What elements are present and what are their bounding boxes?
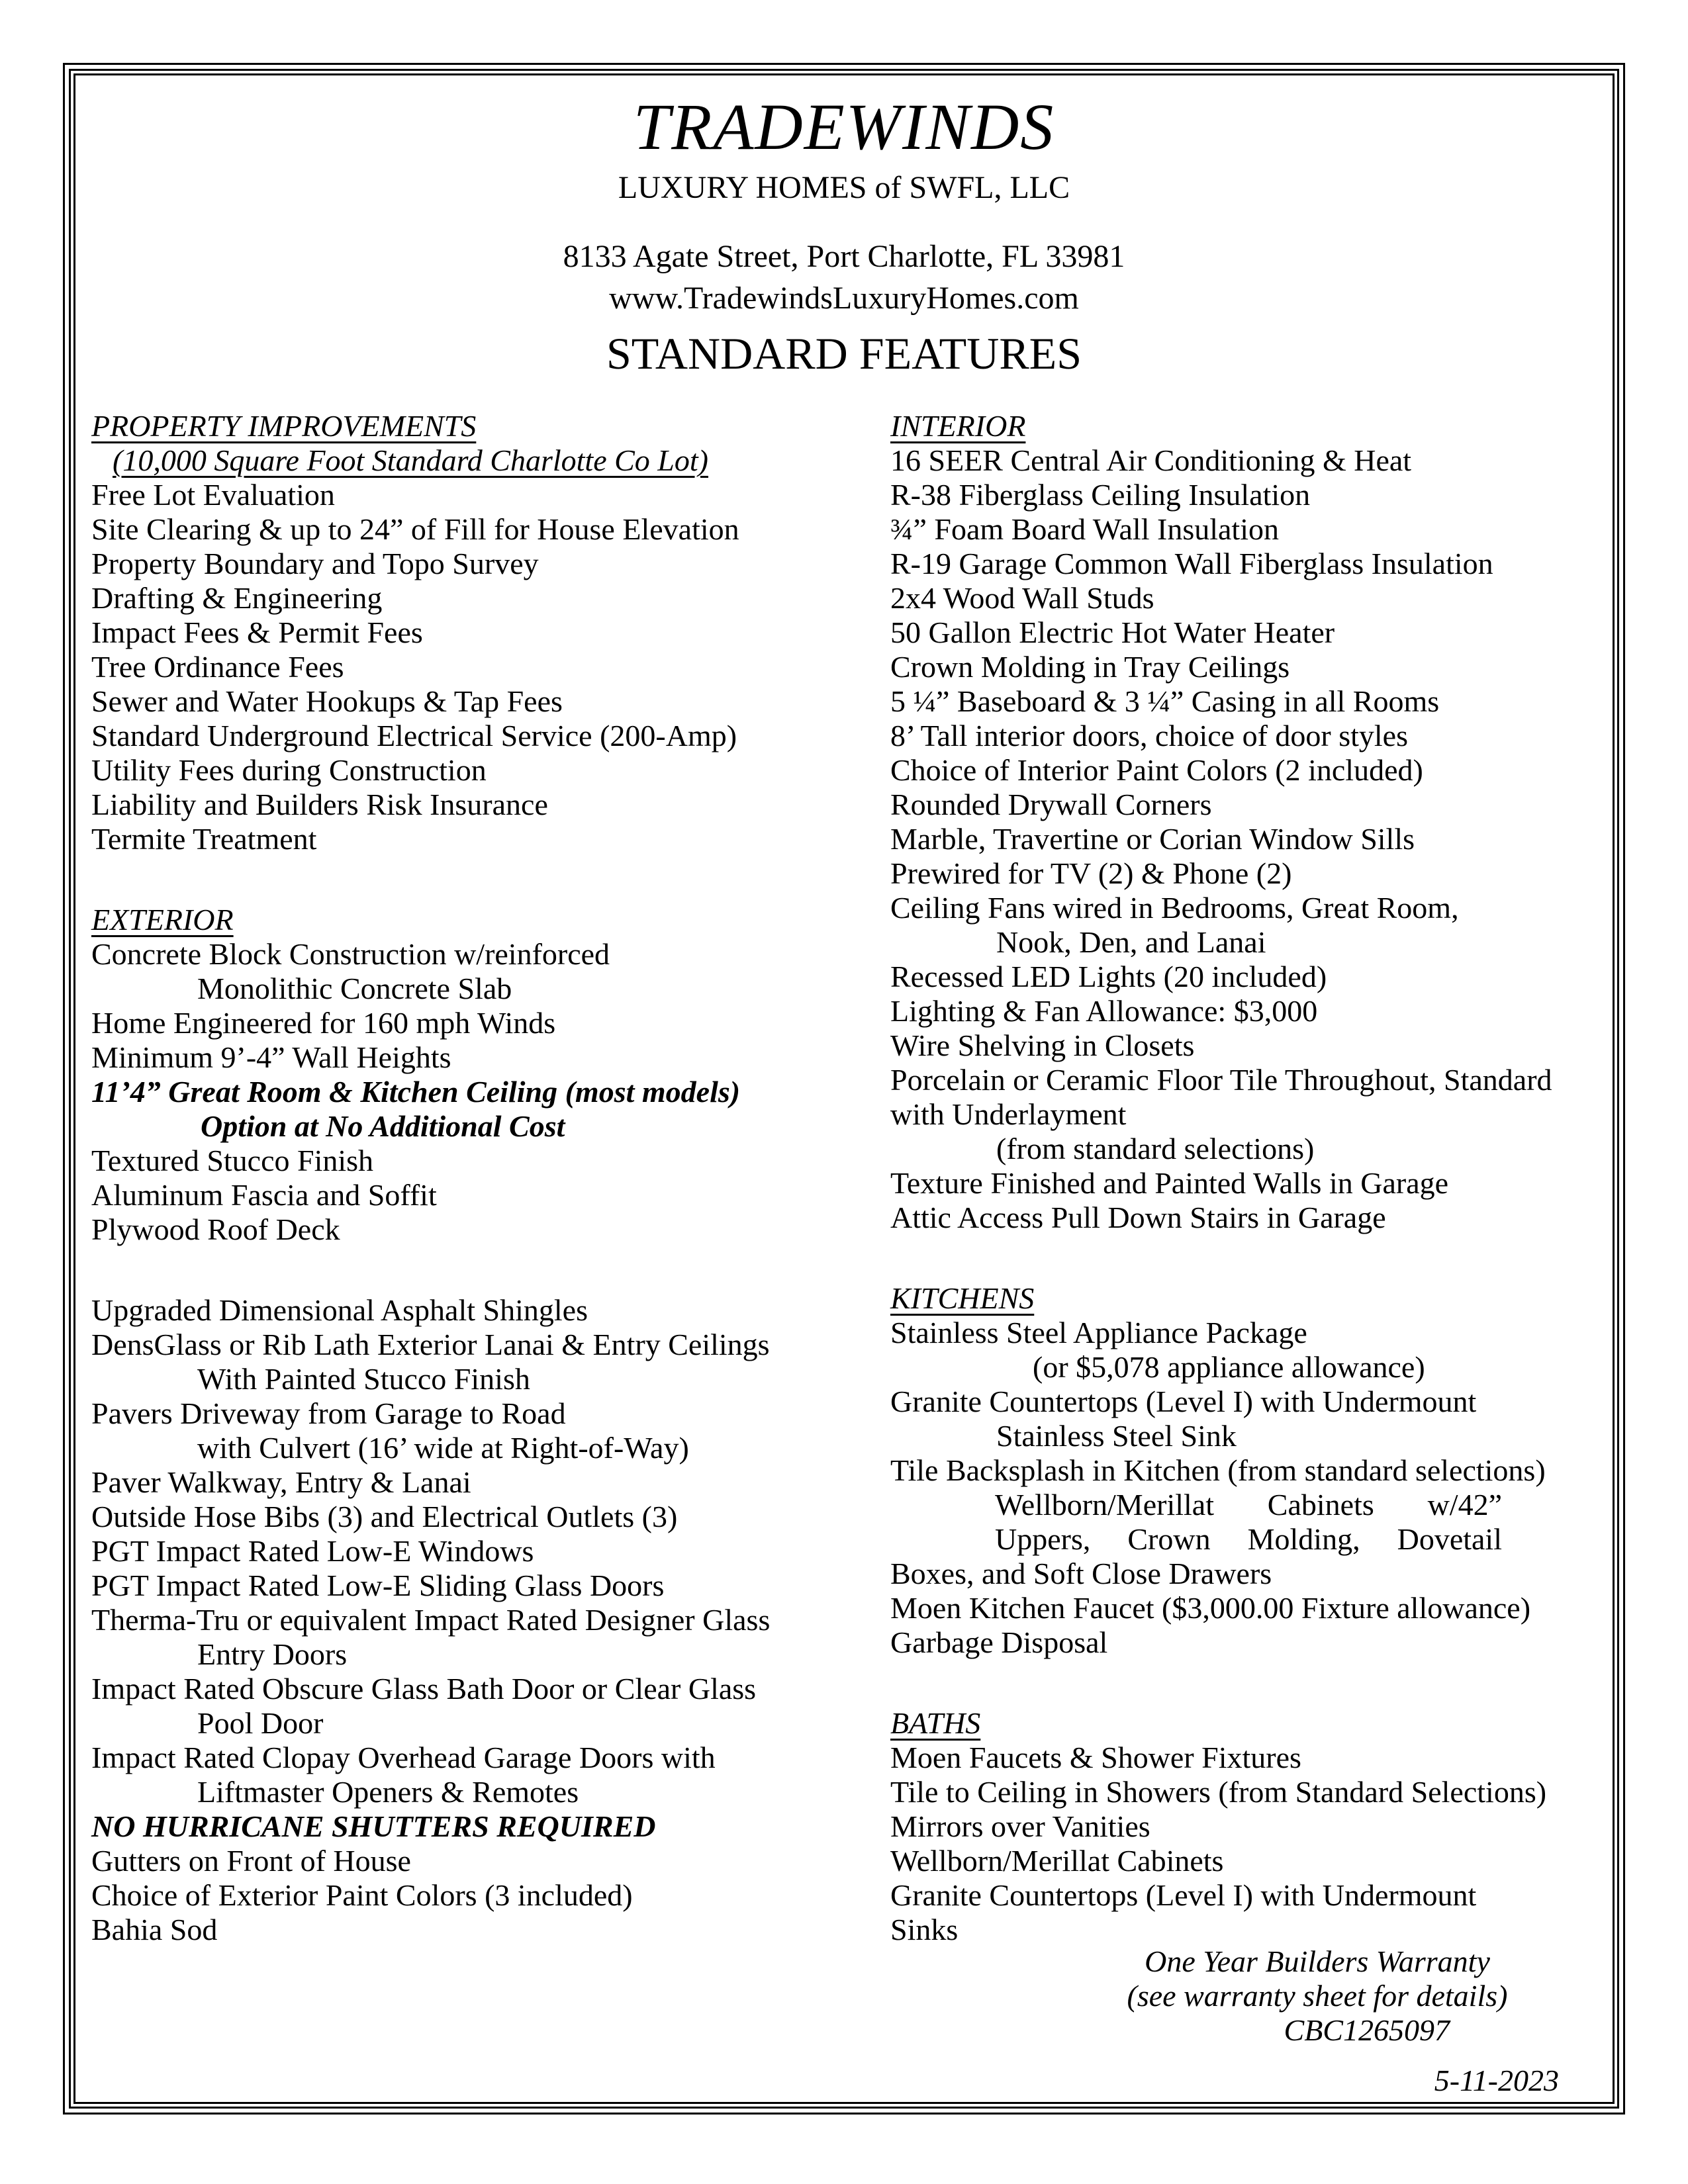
feature-line: R-38 Fiberglass Ceiling Insulation xyxy=(890,478,1311,512)
feature-line: Option at No Additional Cost xyxy=(201,1109,565,1143)
feature-line: Choice of Exterior Paint Colors (3 included) xyxy=(91,1878,633,1912)
feature-line: Mirrors over Vanities xyxy=(890,1809,1150,1843)
feature-line: Tree Ordinance Fees xyxy=(91,650,344,684)
feature-line: with Underlayment xyxy=(890,1097,1127,1131)
section-header: KITCHENS xyxy=(890,1281,1035,1315)
section-header: EXTERIOR xyxy=(91,903,234,936)
feature-line: Monolithic Concrete Slab xyxy=(197,972,512,1005)
feature-line: Texture Finished and Painted Walls in Garage xyxy=(890,1166,1449,1200)
company-website: www.TradewindsLuxuryHomes.com xyxy=(609,281,1079,316)
company-subtitle: LUXURY HOMES of SWFL, LLC xyxy=(618,170,1070,205)
feature-line: with Culvert (16’ wide at Right-of-Way) xyxy=(197,1431,689,1465)
feature-line: Granite Countertops (Level I) with Undermount xyxy=(890,1878,1477,1912)
feature-line: Tile to Ceiling in Showers (from Standard Selections) xyxy=(890,1775,1547,1809)
section-header: INTERIOR xyxy=(890,409,1026,443)
feature-line: Gutters on Front of House xyxy=(91,1844,411,1878)
feature-line: Termite Treatment xyxy=(91,822,317,856)
feature-line: Prewired for TV (2) & Phone (2) xyxy=(890,856,1292,890)
feature-line: ¾” Foam Board Wall Insulation xyxy=(890,512,1279,546)
feature-line: Wire Shelving in Closets xyxy=(890,1028,1195,1062)
feature-line: Stainless Steel Appliance Package xyxy=(890,1316,1307,1349)
company-address: 8133 Agate Street, Port Charlotte, FL 33981 xyxy=(563,239,1125,274)
feature-line: Concrete Block Construction w/reinforced xyxy=(91,937,610,971)
feature-line: Pavers Driveway from Garage to Road xyxy=(91,1396,566,1430)
feature-line: Choice of Interior Paint Colors (2 included) xyxy=(890,753,1423,787)
feature-line: DensGlass or Rib Lath Exterior Lanai & Entry Ceilings xyxy=(91,1328,770,1361)
warranty-note-line2: (see warranty sheet for details) xyxy=(1127,1979,1508,2013)
feature-line: Impact Rated Obscure Glass Bath Door or Clear Glass xyxy=(91,1672,757,1706)
feature-line: Sinks xyxy=(890,1913,959,1946)
feature-line: Free Lot Evaluation xyxy=(91,478,335,512)
feature-line: Therma-Tru or equivalent Impact Rated Designer Glass xyxy=(91,1603,771,1637)
feature-line: Tile Backsplash in Kitchen (from standard selections) xyxy=(890,1453,1546,1487)
feature-line: Upgraded Dimensional Asphalt Shingles xyxy=(91,1293,588,1327)
company-title: TRADEWINDS xyxy=(633,90,1055,163)
feature-line: Stainless Steel Sink xyxy=(996,1419,1237,1453)
feature-line: Minimum 9’-4” Wall Heights xyxy=(91,1040,451,1074)
spacer xyxy=(890,1235,1622,1281)
feature-line: Liability and Builders Risk Insurance xyxy=(91,788,548,821)
feature-line: Marble, Travertine or Corian Window Sills xyxy=(890,822,1415,856)
feature-line: Garbage Disposal xyxy=(890,1625,1108,1659)
feature-line: Lighting & Fan Allowance: $3,000 xyxy=(890,994,1318,1028)
feature-line: PGT Impact Rated Low-E Sliding Glass Doors xyxy=(91,1569,665,1602)
spacer xyxy=(91,1247,859,1293)
feature-line: R-19 Garage Common Wall Fiberglass Insulation xyxy=(890,547,1493,580)
feature-line: Moen Kitchen Faucet ($3,000.00 Fixture allowance) xyxy=(890,1591,1531,1625)
feature-line: 5 ¼” Baseboard & 3 ¼” Casing in all Rooms xyxy=(890,684,1440,718)
feature-line: Wellborn/Merillat Cabinets w/42” xyxy=(995,1488,1502,1522)
feature-line: Drafting & Engineering xyxy=(91,581,383,615)
feature-line: Porcelain or Ceramic Floor Tile Throughout, Standard xyxy=(890,1063,1552,1097)
feature-line: With Painted Stucco Finish xyxy=(197,1362,530,1396)
feature-line: Home Engineered for 160 mph Winds xyxy=(91,1006,556,1040)
feature-line: Textured Stucco Finish xyxy=(91,1144,374,1177)
revision-date: 5-11-2023 xyxy=(1434,2064,1559,2097)
feature-line: Paver Walkway, Entry & Lanai xyxy=(91,1465,471,1499)
feature-line: Rounded Drywall Corners xyxy=(890,788,1212,821)
feature-line: Utility Fees during Construction xyxy=(91,753,487,787)
feature-line: Uppers, Crown Molding, Dovetail xyxy=(995,1522,1502,1556)
warranty-note-line1: One Year Builders Warranty xyxy=(1145,1944,1490,1978)
feature-line: Impact Rated Clopay Overhead Garage Doors with xyxy=(91,1741,716,1774)
feature-line: Recessed LED Lights (20 included) xyxy=(890,960,1327,993)
feature-line: Pool Door xyxy=(197,1706,324,1740)
feature-line: Wellborn/Merillat Cabinets xyxy=(890,1844,1224,1878)
feature-line: Impact Fees & Permit Fees xyxy=(91,615,423,649)
feature-line: 8’ Tall interior doors, choice of door styles xyxy=(890,719,1408,752)
feature-line: Moen Faucets & Shower Fixtures xyxy=(890,1741,1301,1774)
feature-line: 16 SEER Central Air Conditioning & Heat xyxy=(890,443,1412,477)
feature-line: Sewer and Water Hookups & Tap Fees xyxy=(91,684,563,718)
feature-line: Attic Access Pull Down Stairs in Garage xyxy=(890,1201,1386,1234)
feature-line: Site Clearing & up to 24” of Fill for House Elevation xyxy=(91,512,739,546)
feature-line: Standard Underground Electrical Service (200-Amp) xyxy=(91,719,737,752)
feature-line: Outside Hose Bibs (3) and Electrical Outlets (3) xyxy=(91,1500,678,1533)
feature-line: PGT Impact Rated Low-E Windows xyxy=(91,1534,534,1568)
feature-line: Property Boundary and Topo Survey xyxy=(91,547,539,580)
features-right-column xyxy=(890,409,1622,1947)
feature-line: Nook, Den, and Lanai xyxy=(996,925,1266,959)
feature-line: Bahia Sod xyxy=(91,1913,218,1946)
feature-line: Liftmaster Openers & Remotes xyxy=(197,1775,579,1809)
feature-line: Granite Countertops (Level I) with Undermount xyxy=(890,1385,1477,1418)
feature-line: (or $5,078 appliance allowance) xyxy=(1033,1350,1425,1384)
license-number: CBC1265097 xyxy=(1284,2013,1450,2047)
section-header: BATHS xyxy=(890,1706,981,1740)
feature-line: 11’4” Great Room & Kitchen Ceiling (most models) xyxy=(91,1075,741,1109)
feature-line: NO HURRICANE SHUTTERS REQUIRED xyxy=(91,1809,656,1843)
feature-line: (from standard selections) xyxy=(996,1132,1315,1165)
feature-line: 2x4 Wood Wall Studs xyxy=(890,581,1154,615)
feature-line: Boxes, and Soft Close Drawers xyxy=(890,1557,1272,1590)
feature-line: (10,000 Square Foot Standard Charlotte Co Lot) xyxy=(113,443,708,477)
features-left-column xyxy=(91,409,859,1947)
spacer xyxy=(890,1660,1622,1706)
document-title: STANDARD FEATURES xyxy=(606,328,1082,379)
section-header: PROPERTY IMPROVEMENTS xyxy=(91,409,477,443)
spacer xyxy=(91,856,859,903)
feature-line: 50 Gallon Electric Hot Water Heater xyxy=(890,615,1335,649)
feature-line: Ceiling Fans wired in Bedrooms, Great Room, xyxy=(890,891,1459,925)
feature-line: Entry Doors xyxy=(197,1637,348,1671)
feature-line: Plywood Roof Deck xyxy=(91,1212,340,1246)
feature-line: Crown Molding in Tray Ceilings xyxy=(890,650,1290,684)
feature-line: Aluminum Fascia and Soffit xyxy=(91,1178,437,1212)
